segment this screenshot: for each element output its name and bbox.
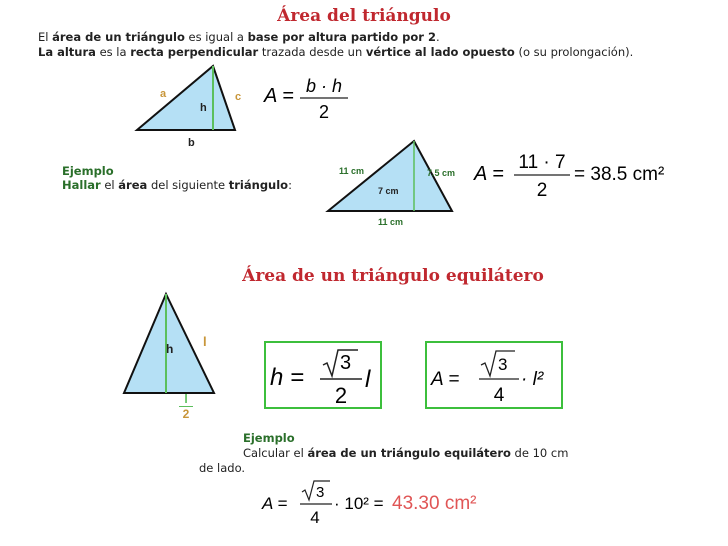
equilateral-height-label: h bbox=[166, 342, 174, 356]
side-c-label: c bbox=[235, 91, 242, 103]
svg-text:A =: A = bbox=[431, 369, 460, 390]
height-formula-box bbox=[264, 341, 382, 409]
svg-text:4: 4 bbox=[493, 385, 505, 406]
svg-text:2: 2 bbox=[334, 383, 348, 407]
example-side-left-label: 11 cm bbox=[339, 166, 365, 176]
example-base-label: 11 cm bbox=[378, 217, 404, 227]
example2-text-line2: de lado. bbox=[199, 461, 246, 475]
section-title-equilateral: Área de un triángulo equilátero bbox=[242, 266, 544, 286]
svg-text:3: 3 bbox=[316, 484, 325, 501]
height-h-label: h bbox=[200, 102, 207, 114]
svg-text:h =: h = bbox=[270, 364, 305, 391]
svg-text:4: 4 bbox=[310, 508, 320, 527]
svg-text:3: 3 bbox=[340, 352, 352, 374]
example2-text: Calcular el área de un triángulo equilátero de 10 cm bbox=[243, 446, 569, 460]
side-l-label: l bbox=[203, 334, 207, 349]
example-formula bbox=[470, 146, 695, 202]
definition-line-2: La altura es la recta perpendicular trazada desde un vértice al lado opuesto (o su prolongación). bbox=[38, 45, 634, 59]
example2-heading: Ejemplo bbox=[243, 431, 295, 445]
area-equilateral-formula bbox=[427, 343, 561, 407]
half-side-label: l 2 bbox=[177, 393, 195, 420]
base-b-label: b bbox=[188, 137, 195, 149]
example-triangle-diagram bbox=[320, 135, 465, 225]
page-title: Área del triángulo bbox=[277, 6, 451, 26]
svg-text:3: 3 bbox=[498, 355, 508, 374]
definition-line-1: El área de un triángulo es igual a base por altura partido por 2. bbox=[38, 30, 440, 44]
example-text: Hallar el área del siguiente triángulo: bbox=[62, 178, 292, 192]
svg-text:11 · 7: 11 · 7 bbox=[518, 152, 566, 173]
svg-text:· 10² =: · 10² = bbox=[334, 494, 384, 513]
svg-text:b · h: b · h bbox=[305, 76, 343, 96]
svg-text:= 38.5 cm²: = 38.5 cm² bbox=[574, 164, 665, 185]
side-a-label: a bbox=[160, 88, 167, 100]
example-height-label: 7 cm bbox=[378, 186, 399, 196]
svg-text:A =: A = bbox=[474, 163, 504, 185]
svg-text:A =: A = bbox=[262, 494, 288, 513]
height-formula bbox=[266, 343, 380, 407]
svg-text:2: 2 bbox=[318, 102, 330, 122]
example-heading: Ejemplo bbox=[62, 164, 114, 178]
svg-text:l: l bbox=[365, 366, 371, 393]
svg-text:2: 2 bbox=[536, 180, 548, 201]
area-formula bbox=[262, 70, 372, 122]
svg-text:43.30 cm²: 43.30 cm² bbox=[392, 493, 477, 514]
example-side-right-label: 7.5 cm bbox=[427, 168, 456, 178]
svg-text:A =: A = bbox=[264, 85, 294, 107]
area-equilateral-formula-box bbox=[425, 341, 563, 409]
equilateral-result-formula bbox=[258, 478, 498, 530]
svg-text:· l²: · l² bbox=[521, 369, 544, 390]
